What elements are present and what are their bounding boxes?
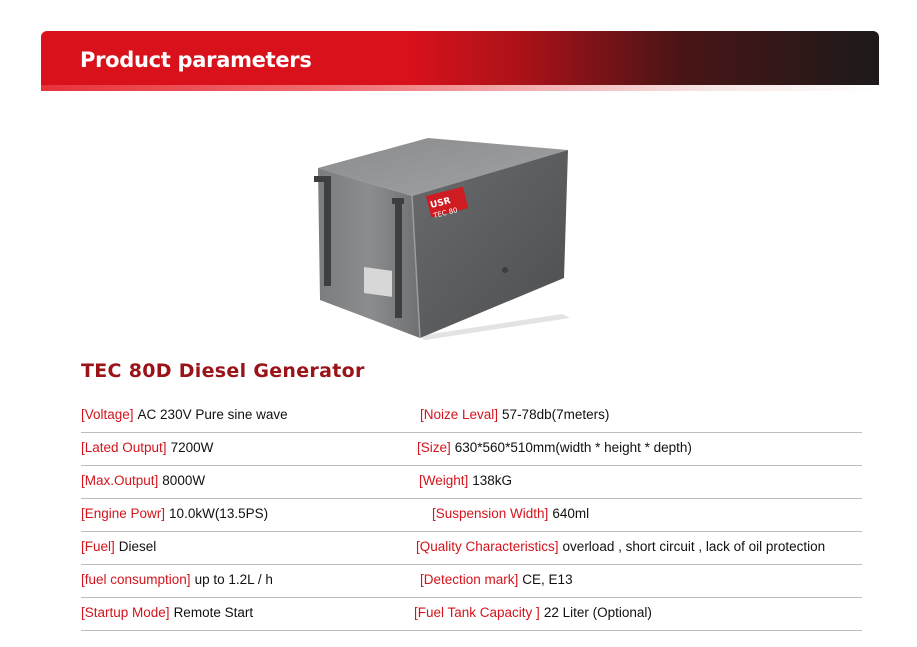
spec-table (81, 400, 862, 631)
spec-value: 10.0kW(13.5PS) (169, 506, 269, 521)
spec-rated-output (81, 440, 213, 455)
spec-fuel (81, 539, 156, 554)
spec-row (81, 466, 862, 499)
spec-value: CE, E13 (522, 572, 573, 587)
spec-row (81, 532, 862, 565)
spec-value: 138kG (472, 473, 513, 488)
header-banner (41, 31, 879, 91)
spec-value: up to 1.2L / h (194, 572, 273, 587)
spec-label: [Quality Characteristics] (416, 539, 559, 554)
spec-label: [Noize Leval] (420, 407, 499, 422)
spec-label: [Fuel] (81, 539, 115, 554)
spec-row (81, 433, 862, 466)
spec-label: [Weight] (419, 473, 469, 488)
spec-label: [Size] (417, 440, 451, 455)
spec-noise-level (420, 407, 609, 422)
spec-fuel-tank-capacity (414, 605, 652, 620)
spec-suspension-width (432, 506, 589, 521)
spec-weight (419, 473, 512, 488)
spec-label: [Max.Output] (81, 473, 159, 488)
spec-value: 7200W (170, 440, 214, 455)
spec-label: [Detection mark] (420, 572, 519, 587)
spec-row (81, 598, 862, 631)
spec-label: [Engine Powr] (81, 506, 166, 521)
spec-fuel-consumption (81, 572, 273, 587)
spec-value: AC 230V Pure sine wave (137, 407, 288, 422)
spec-startup-mode (81, 605, 253, 620)
spec-voltage (81, 407, 288, 422)
spec-value: 8000W (162, 473, 206, 488)
spec-label: [Lated Output] (81, 440, 167, 455)
spec-quality-characteristics (416, 539, 825, 554)
generator-product-image (300, 108, 580, 343)
spec-value: Remote Start (173, 605, 254, 620)
spec-label: [Fuel Tank Capacity ] (414, 605, 540, 620)
spec-row (81, 565, 862, 598)
spec-label: [Startup Mode] (81, 605, 170, 620)
spec-label: [Suspension Width] (432, 506, 549, 521)
spec-row (81, 400, 862, 433)
spec-value: overload , short circuit , lack of oil protection (562, 539, 826, 554)
banner-title: Product parameters (80, 48, 312, 72)
spec-label: [fuel consumption] (81, 572, 191, 587)
product-title: TEC 80D Diesel Generator (81, 360, 365, 382)
spec-value: 22 Liter (Optional) (543, 605, 652, 620)
spec-row (81, 499, 862, 532)
spec-value: Diesel (118, 539, 157, 554)
spec-value: 57-78db(7meters) (502, 407, 610, 422)
badge-model-text: TEC 80 (432, 206, 459, 220)
spec-engine-power (81, 506, 268, 521)
spec-value: 640ml (552, 506, 590, 521)
badge-brand-text: USR (429, 196, 452, 211)
spec-label: [Voltage] (81, 407, 134, 422)
spec-size (417, 440, 692, 455)
spec-detection-mark (420, 572, 573, 587)
spec-value: 630*560*510mm(width * height * depth) (454, 440, 692, 455)
spec-max-output (81, 473, 205, 488)
